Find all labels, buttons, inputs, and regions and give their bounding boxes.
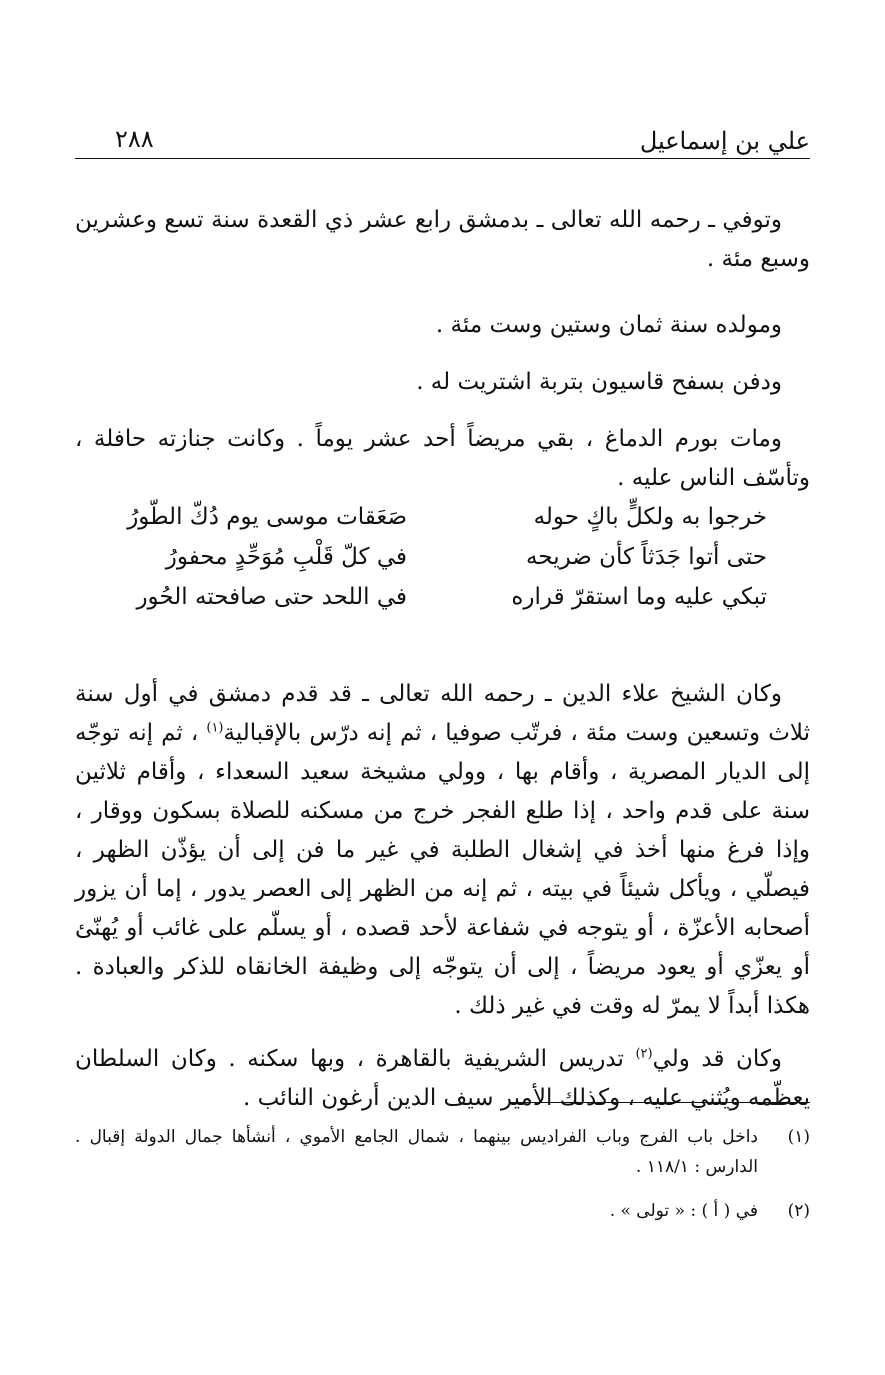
verse-second-hemistich: في اللحد حتى صافحته الحُور [136,584,407,610]
footnote-marker-2: (٢) [635,1046,653,1062]
page-header [75,122,810,159]
paragraph-text: تدريس الشريفية بالقاهرة ، وبها سكنه . وكان السلطان يعظّمه ويُثني عليه ، وكذلك الأمير سيف الدين أرغون النائب . [75,1046,810,1111]
footnote-1 [75,1122,810,1182]
poem-verse [107,497,767,537]
verse-second-hemistich: صَعَقات موسى يوم دُكّ الطّورُ [127,504,407,530]
footnote-text: في ( أ ) : « تولى » . [609,1201,758,1221]
paragraph-teaching-post [75,1040,810,1118]
elegy-poem [107,497,767,617]
verse-first-hemistich: خرجوا به ولكلٍّ باكٍ حوله [533,504,767,530]
paragraph-text: ، ثم إنه توجّه إلى الديار المصرية ، وأقام بها ، وولي مشيخة سعيد السعداء ، وأقام ثلاثين سنة على قدم واحد ، إذا طلع الفجر خرج من مسكنه للصلاة بسكون ووقار ، وإذا فرغ منها أخذ في إشغال الطلبة في غير ما فن إلى أن يؤذّن الظهر ، فيصلّي ، ويأكل شيئاً في بيته ، ثم إنه من الظهر إلى العصر يدور ، إما أن يزور أصحابه الأعزّة ، أو يتوجه في شفاعة لأحد قصده ، أو يسلّم على غائب أو يُهنّئ أو يعزّي أو يعود مريضاً ، إلى أن يتوجّه إلى وظيفة الخانقاه للذكر والعبادة . هكذا أبداً لا يمرّ له وقت في غير ذلك . [75,720,810,1019]
page-number: ٢٨٨ [115,125,154,153]
footnotes [75,1122,810,1226]
footnote-separator [510,1102,810,1103]
running-title: علي بن إسماعيل [639,127,810,155]
poem-verse [107,537,767,577]
verse-first-hemistich: حتى أتوا جَدَثاً كأن ضريحه [526,544,767,570]
footnote-number: (١) [787,1127,810,1147]
poem-verse [107,577,767,617]
paragraph-birth-date: ومولده سنة ثمان وستين وست مئة . [435,312,782,338]
paragraph-death-date: وتوفي ـ رحمه الله تعالى ـ بدمشق رابع عشر ذي القعدة سنة تسع وعشرين وسبع مئة . [75,207,810,272]
paragraph-biography [75,675,810,1026]
verse-first-hemistich: تبكي عليه وما استقرّ قراره [511,584,767,610]
paragraph-text: وكان الشيخ علاء الدين ـ رحمه الله تعالى ـ قد قدم دمشق في أول سنة ثلاث وتسعين وست مئة ، فرتّب صوفيا ، ثم إنه درّس بالإقبالية [75,681,810,746]
footnote-number: (٢) [787,1201,810,1221]
paragraph-text: وكان قد ولي [652,1046,783,1072]
footnote-2 [75,1196,810,1226]
verse-second-hemistich: في كلّ قَلْبِ مُوَحِّدٍ محفورُ [165,544,407,570]
paragraph-burial: ودفن بسفح قاسيون بتربة اشتريت له . [416,369,782,395]
footnote-marker-1: (١) [206,720,224,736]
paragraph-funeral: ومات بورم الدماغ ، بقي مريضاً أحد عشر يوماً . وكانت جنازته حافلة ، وتأسّف الناس عليه . [75,426,810,491]
footnote-text: داخل باب الفرج وباب الفراديس بينهما ، شمال الجامع الأموي ، أنشأها جمال الدولة إقبال . الدارس : ١١٨/١ . [75,1127,758,1177]
